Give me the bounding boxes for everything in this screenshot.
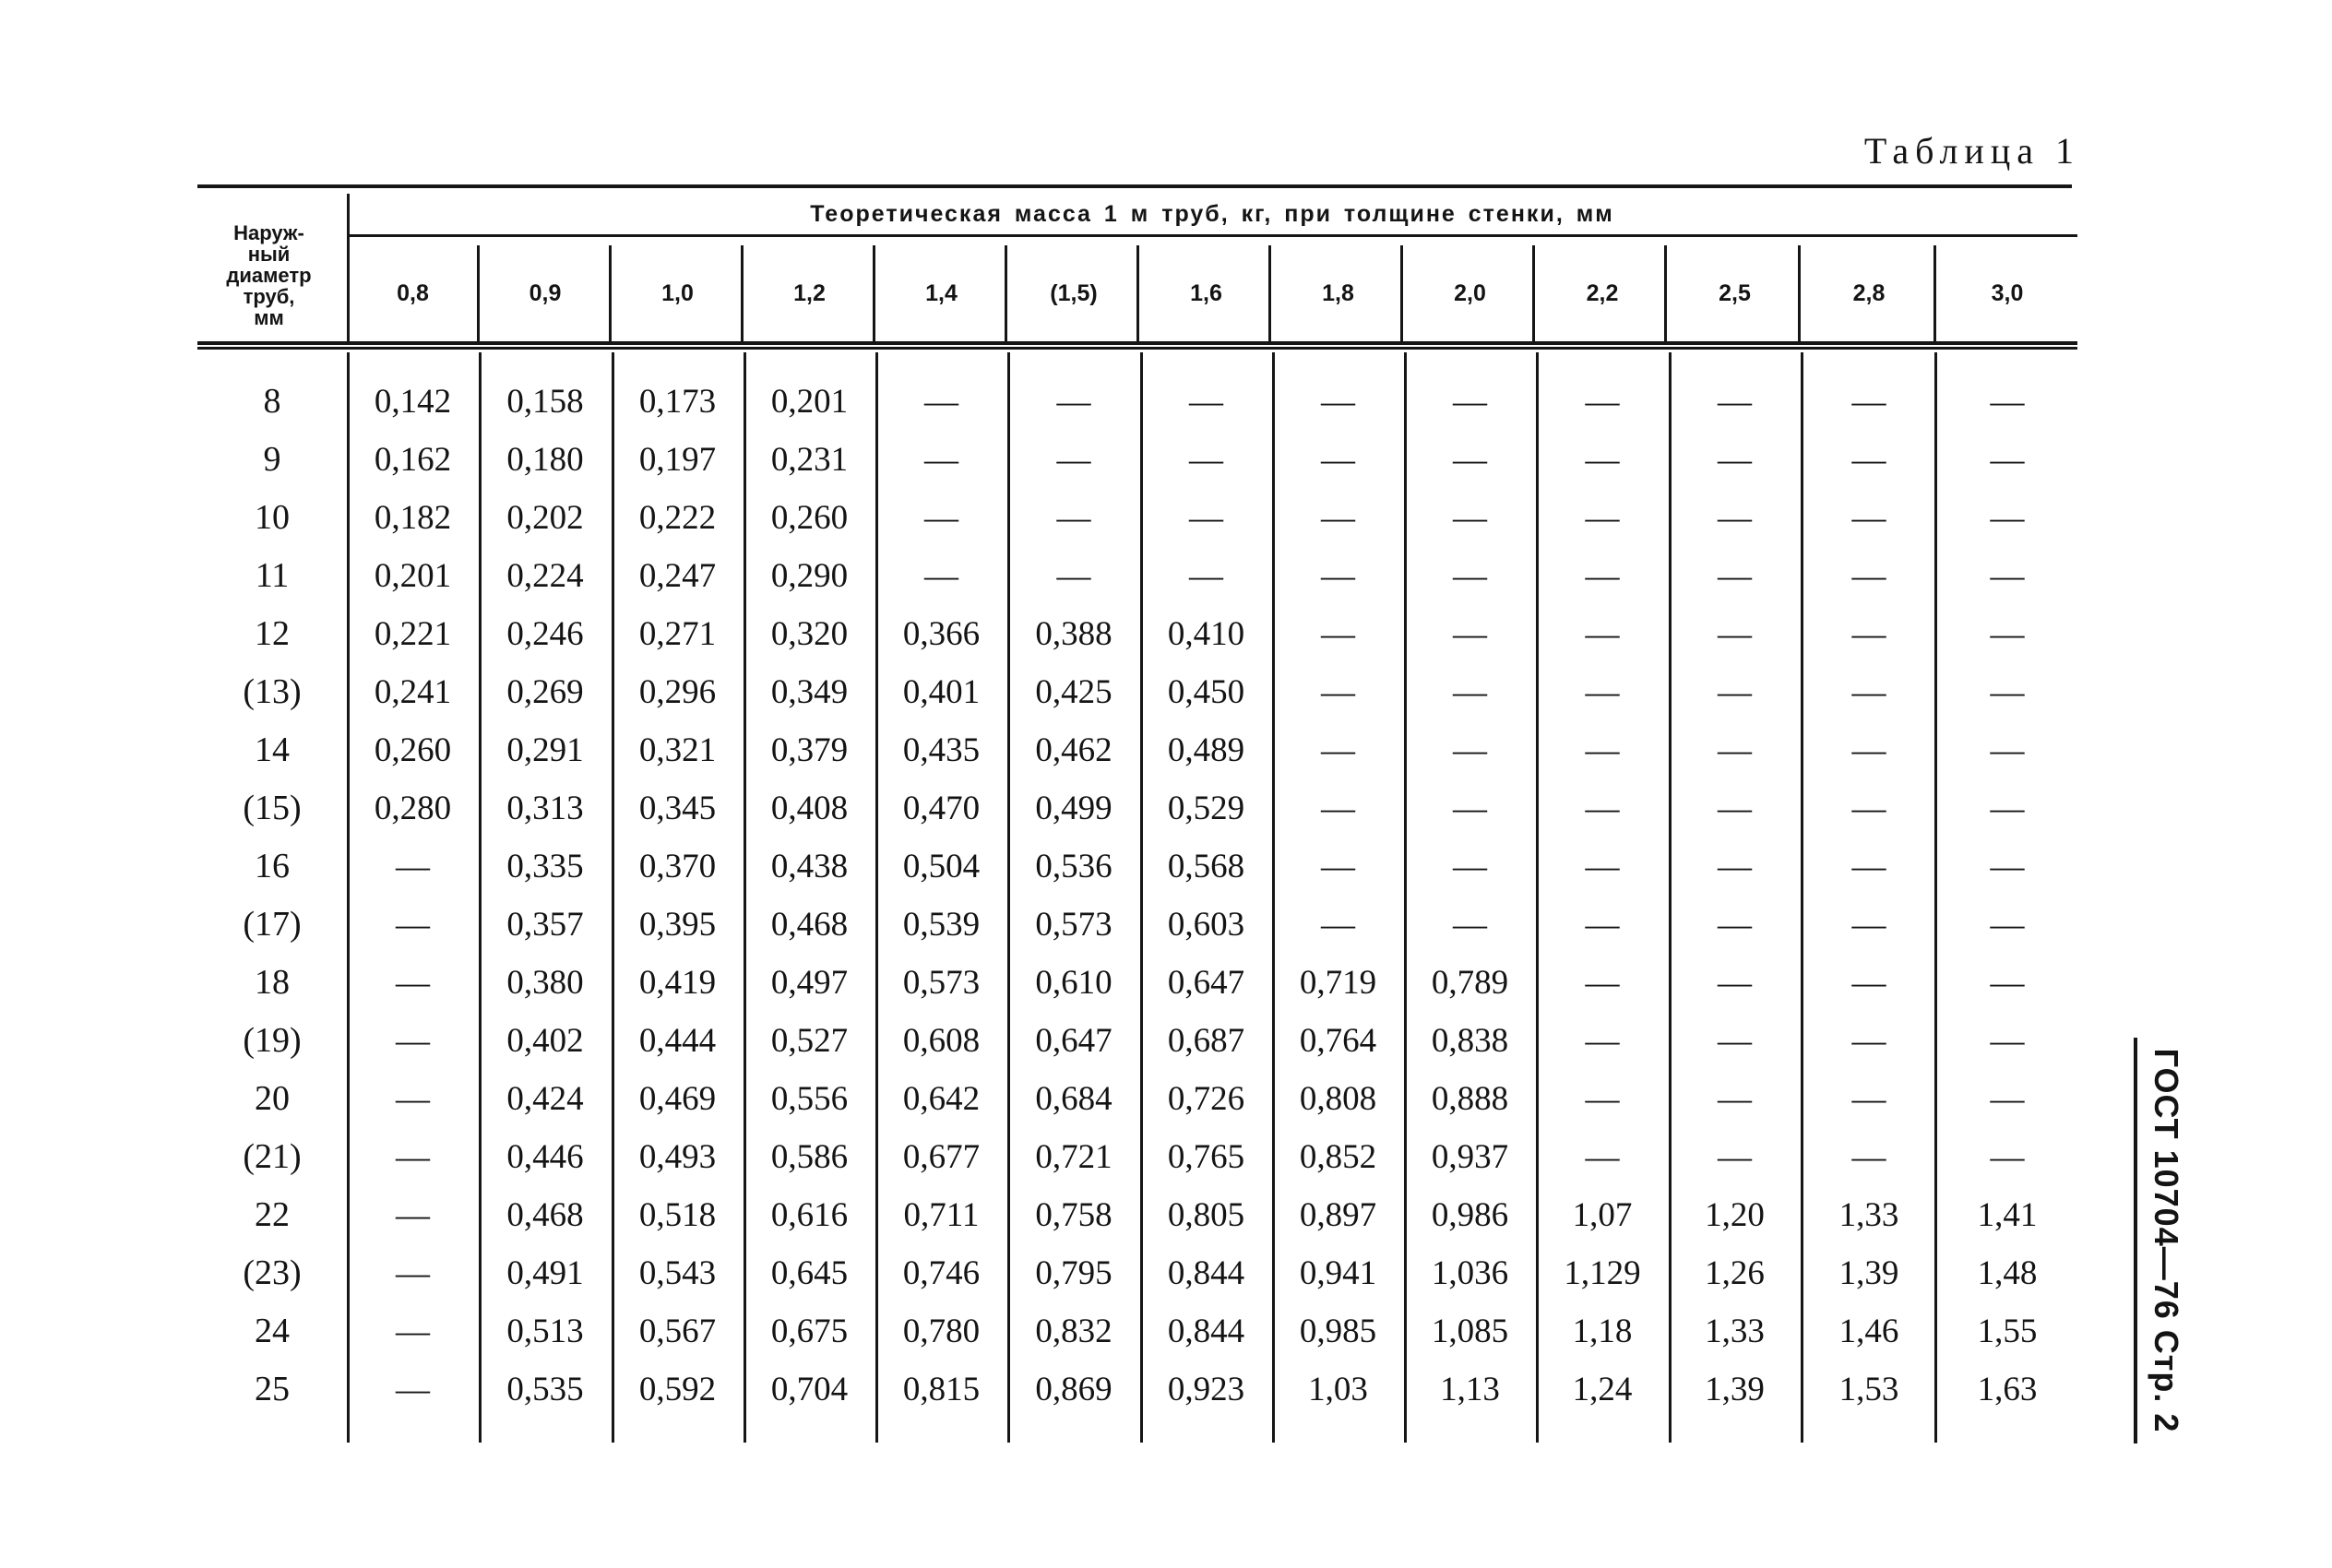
- empty-dash-cell: —: [1718, 905, 1752, 944]
- running-header-text: ГОСТ 10704—76 Стр. 2: [2148, 1048, 2185, 1433]
- empty-dash-cell: —: [1585, 440, 1620, 479]
- mass-value-cell: 0,450: [1167, 672, 1245, 711]
- empty-dash-cell: —: [1990, 1021, 2025, 1060]
- empty-dash-cell: —: [1718, 382, 1752, 421]
- empty-dash-cell: —: [1321, 672, 1355, 711]
- diameter-cell: 12: [255, 614, 290, 653]
- empty-dash-cell: —: [1851, 382, 1886, 421]
- diameter-cell: (21): [243, 1137, 302, 1176]
- mass-value-cell: 0,380: [506, 963, 584, 1002]
- mass-value-cell: 0,535: [506, 1370, 584, 1408]
- empty-dash-cell: —: [1718, 440, 1752, 479]
- mass-value-cell: 0,675: [770, 1312, 849, 1350]
- empty-dash-cell: —: [1851, 905, 1886, 944]
- mass-value-cell: 1,39: [1705, 1370, 1765, 1408]
- empty-dash-cell: —: [396, 1312, 430, 1350]
- mass-value-cell: 0,647: [1167, 963, 1245, 1002]
- mass-value-cell: 0,280: [374, 789, 452, 827]
- diameter-cell: (23): [243, 1253, 302, 1292]
- empty-dash-cell: —: [1851, 731, 1886, 769]
- empty-dash-cell: —: [1990, 963, 2025, 1002]
- empty-dash-cell: —: [1453, 440, 1487, 479]
- empty-dash-cell: —: [1851, 963, 1886, 1002]
- mass-value-cell: 0,941: [1299, 1253, 1377, 1292]
- mass-value-cell: 0,687: [1167, 1021, 1245, 1060]
- empty-dash-cell: —: [1718, 1021, 1752, 1060]
- empty-dash-cell: —: [1585, 1021, 1620, 1060]
- empty-dash-cell: —: [1453, 498, 1487, 537]
- empty-dash-cell: —: [1718, 731, 1752, 769]
- mass-value-cell: 0,469: [638, 1079, 717, 1118]
- mass-value-cell: 0,758: [1035, 1195, 1112, 1234]
- empty-dash-cell: —: [1585, 731, 1620, 769]
- mass-value-cell: 0,573: [902, 963, 981, 1002]
- empty-dash-cell: —: [1585, 382, 1620, 421]
- running-header-rule: [2134, 1038, 2137, 1443]
- mass-value-cell: 0,726: [1167, 1079, 1245, 1118]
- mass-value-cell: 0,438: [770, 847, 849, 885]
- empty-dash-cell: —: [1851, 1079, 1886, 1118]
- super-header: Теоретическая масса 1 м труб, кг, при толщине стенки, мм: [810, 200, 1614, 227]
- mass-value-cell: 0,642: [902, 1079, 981, 1118]
- mass-value-cell: 0,765: [1167, 1137, 1245, 1176]
- mass-value-cell: 0,182: [374, 498, 452, 537]
- mass-value-cell: 0,529: [1167, 789, 1245, 827]
- empty-dash-cell: —: [1851, 556, 1886, 595]
- mass-value-cell: 0,518: [638, 1195, 717, 1234]
- diameter-cell: 14: [255, 731, 290, 769]
- empty-dash-cell: —: [1056, 382, 1091, 421]
- empty-dash-cell: —: [1990, 731, 2025, 769]
- empty-dash-cell: —: [396, 963, 430, 1002]
- empty-dash-cell: —: [1718, 847, 1752, 885]
- mass-value-cell: 1,085: [1431, 1312, 1509, 1350]
- column-header: 2,8: [1852, 279, 1886, 306]
- mass-value-cell: 0,410: [1167, 614, 1245, 653]
- empty-dash-cell: —: [924, 382, 958, 421]
- mass-value-cell: 0,173: [638, 382, 717, 421]
- mass-value-cell: 0,388: [1035, 614, 1112, 653]
- column-header: 3,0: [1991, 279, 2024, 306]
- mass-value-cell: 0,586: [770, 1137, 849, 1176]
- mass-value-cell: 0,527: [770, 1021, 849, 1060]
- mass-value-cell: 0,815: [902, 1370, 981, 1408]
- mass-value-cell: 0,764: [1299, 1021, 1377, 1060]
- mass-value-cell: 0,573: [1035, 905, 1112, 944]
- column-header: (1,5): [1050, 279, 1098, 306]
- mass-value-cell: 0,780: [902, 1312, 981, 1350]
- mass-value-cell: 0,408: [770, 789, 849, 827]
- column-header: 1,8: [1322, 279, 1354, 306]
- empty-dash-cell: —: [1453, 614, 1487, 653]
- empty-dash-cell: —: [1056, 556, 1091, 595]
- empty-dash-cell: —: [924, 498, 958, 537]
- mass-value-cell: 1,20: [1705, 1195, 1765, 1234]
- diameter-cell: 18: [255, 963, 290, 1002]
- diameter-cell: 24: [255, 1312, 290, 1350]
- diameter-cell: (15): [243, 789, 302, 827]
- mass-value-cell: 0,491: [506, 1253, 584, 1292]
- empty-dash-cell: —: [1990, 672, 2025, 711]
- mass-value-cell: 0,556: [770, 1079, 849, 1118]
- mass-value-cell: 0,335: [506, 847, 584, 885]
- empty-dash-cell: —: [1990, 789, 2025, 827]
- diameter-cell: (17): [243, 905, 302, 944]
- empty-dash-cell: —: [1718, 963, 1752, 1002]
- empty-dash-cell: —: [1851, 440, 1886, 479]
- empty-dash-cell: —: [1321, 847, 1355, 885]
- empty-dash-cell: —: [1851, 672, 1886, 711]
- empty-dash-cell: —: [1851, 614, 1886, 653]
- mass-value-cell: 0,291: [506, 731, 584, 769]
- table-label: Таблица 1: [1863, 130, 2080, 172]
- column-header: 0,8: [397, 279, 429, 306]
- empty-dash-cell: —: [1321, 789, 1355, 827]
- empty-dash-cell: —: [1453, 731, 1487, 769]
- empty-dash-cell: —: [1718, 498, 1752, 537]
- mass-value-cell: 1,41: [1977, 1195, 2038, 1234]
- empty-dash-cell: —: [1453, 789, 1487, 827]
- empty-dash-cell: —: [1851, 498, 1886, 537]
- empty-dash-cell: —: [1189, 556, 1223, 595]
- mass-value-cell: 0,677: [902, 1137, 981, 1176]
- empty-dash-cell: —: [1585, 963, 1620, 1002]
- mass-value-cell: 0,647: [1035, 1021, 1112, 1060]
- mass-value-cell: 1,53: [1838, 1370, 1899, 1408]
- mass-value-cell: 1,33: [1838, 1195, 1899, 1234]
- mass-value-cell: 0,345: [638, 789, 717, 827]
- mass-value-cell: 1,63: [1977, 1370, 2038, 1408]
- mass-value-cell: 0,224: [506, 556, 584, 595]
- mass-value-cell: 0,489: [1167, 731, 1245, 769]
- empty-dash-cell: —: [1990, 1079, 2025, 1118]
- mass-value-cell: 0,401: [902, 672, 981, 711]
- mass-value-cell: 1,13: [1440, 1370, 1500, 1408]
- mass-value-cell: 1,55: [1977, 1312, 2038, 1350]
- empty-dash-cell: —: [1851, 847, 1886, 885]
- mass-value-cell: 0,536: [1035, 847, 1112, 885]
- mass-value-cell: 1,33: [1705, 1312, 1765, 1350]
- empty-dash-cell: —: [1321, 731, 1355, 769]
- empty-dash-cell: —: [1585, 789, 1620, 827]
- mass-value-cell: 0,721: [1035, 1137, 1112, 1176]
- mass-value-cell: 1,129: [1564, 1253, 1641, 1292]
- mass-value-cell: 0,684: [1035, 1079, 1112, 1118]
- empty-dash-cell: —: [1990, 440, 2025, 479]
- mass-value-cell: 0,202: [506, 498, 584, 537]
- empty-dash-cell: —: [1453, 382, 1487, 421]
- mass-value-cell: 0,222: [638, 498, 717, 537]
- empty-dash-cell: —: [1585, 498, 1620, 537]
- mass-value-cell: 0,158: [506, 382, 584, 421]
- mass-value-cell: 0,513: [506, 1312, 584, 1350]
- empty-dash-cell: —: [1056, 498, 1091, 537]
- column-header: 0,9: [529, 279, 562, 306]
- mass-value-cell: 1,46: [1838, 1312, 1899, 1350]
- mass-value-cell: 0,789: [1431, 963, 1509, 1002]
- empty-dash-cell: —: [396, 1079, 430, 1118]
- mass-value-cell: 0,246: [506, 614, 584, 653]
- mass-value-cell: 0,493: [638, 1137, 717, 1176]
- mass-value-cell: 1,26: [1705, 1253, 1765, 1292]
- mass-value-cell: 0,444: [638, 1021, 717, 1060]
- empty-dash-cell: —: [1585, 847, 1620, 885]
- empty-dash-cell: —: [1321, 614, 1355, 653]
- empty-dash-cell: —: [396, 1370, 430, 1408]
- mass-value-cell: 0,349: [770, 672, 849, 711]
- mass-value-cell: 0,567: [638, 1312, 717, 1350]
- mass-value-cell: 1,036: [1431, 1253, 1509, 1292]
- mass-value-cell: 0,592: [638, 1370, 717, 1408]
- mass-value-cell: 0,844: [1167, 1312, 1245, 1350]
- empty-dash-cell: —: [396, 1137, 430, 1176]
- diameter-cell: 25: [255, 1370, 290, 1408]
- empty-dash-cell: —: [1718, 1137, 1752, 1176]
- empty-dash-cell: —: [396, 1253, 430, 1292]
- mass-value-cell: 0,320: [770, 614, 849, 653]
- empty-dash-cell: —: [1718, 614, 1752, 653]
- empty-dash-cell: —: [1321, 905, 1355, 944]
- mass-value-cell: 0,645: [770, 1253, 849, 1292]
- mass-value-cell: 0,370: [638, 847, 717, 885]
- empty-dash-cell: —: [1718, 556, 1752, 595]
- mass-value-cell: 0,231: [770, 440, 849, 479]
- empty-dash-cell: —: [1321, 556, 1355, 595]
- mass-value-cell: 0,462: [1035, 731, 1112, 769]
- diameter-cell: 9: [263, 440, 281, 479]
- empty-dash-cell: —: [1718, 789, 1752, 827]
- mass-value-cell: 0,446: [506, 1137, 584, 1176]
- mass-value-cell: 0,419: [638, 963, 717, 1002]
- diameter-cell: (13): [243, 672, 302, 711]
- empty-dash-cell: —: [1990, 382, 2025, 421]
- mass-value-cell: 0,435: [902, 731, 981, 769]
- mass-value-cell: 0,142: [374, 382, 452, 421]
- empty-dash-cell: —: [1851, 789, 1886, 827]
- empty-dash-cell: —: [1585, 672, 1620, 711]
- mass-value-cell: 0,808: [1299, 1079, 1377, 1118]
- mass-value-cell: 1,48: [1977, 1253, 2038, 1292]
- mass-value-cell: 0,832: [1035, 1312, 1112, 1350]
- mass-value-cell: 0,986: [1431, 1195, 1509, 1234]
- empty-dash-cell: —: [1585, 614, 1620, 653]
- mass-value-cell: 0,603: [1167, 905, 1245, 944]
- diameter-cell: (19): [243, 1021, 302, 1060]
- diameter-cell: 22: [255, 1195, 290, 1234]
- mass-value-cell: 0,499: [1035, 789, 1112, 827]
- mass-value-cell: 0,402: [506, 1021, 584, 1060]
- mass-value-cell: 0,497: [770, 963, 849, 1002]
- mass-value-cell: 0,543: [638, 1253, 717, 1292]
- empty-dash-cell: —: [1321, 382, 1355, 421]
- mass-value-cell: 0,395: [638, 905, 717, 944]
- empty-dash-cell: —: [396, 905, 430, 944]
- column-header: 1,0: [661, 279, 694, 306]
- empty-dash-cell: —: [924, 440, 958, 479]
- mass-value-cell: 1,03: [1308, 1370, 1368, 1408]
- mass-value-cell: 0,610: [1035, 963, 1112, 1002]
- empty-dash-cell: —: [1189, 382, 1223, 421]
- empty-dash-cell: —: [396, 1195, 430, 1234]
- mass-value-cell: 0,241: [374, 672, 452, 711]
- mass-value-cell: 0,616: [770, 1195, 849, 1234]
- mass-value-cell: 0,897: [1299, 1195, 1377, 1234]
- mass-value-cell: 0,704: [770, 1370, 849, 1408]
- mass-value-cell: 0,923: [1167, 1370, 1245, 1408]
- empty-dash-cell: —: [396, 1021, 430, 1060]
- header-bottom-rule-double: [197, 347, 2077, 350]
- mass-value-cell: 0,852: [1299, 1137, 1377, 1176]
- column-header: 1,6: [1190, 279, 1222, 306]
- mass-value-cell: 0,260: [374, 731, 452, 769]
- empty-dash-cell: —: [1321, 440, 1355, 479]
- mass-value-cell: 0,162: [374, 440, 452, 479]
- mass-value-cell: 0,746: [902, 1253, 981, 1292]
- mass-value-cell: 0,247: [638, 556, 717, 595]
- empty-dash-cell: —: [1585, 1137, 1620, 1176]
- diameter-cell: 11: [255, 556, 290, 595]
- mass-value-cell: 0,313: [506, 789, 584, 827]
- mass-value-cell: 0,985: [1299, 1312, 1377, 1350]
- empty-dash-cell: —: [1990, 556, 2025, 595]
- empty-dash-cell: —: [1056, 440, 1091, 479]
- empty-dash-cell: —: [1189, 440, 1223, 479]
- empty-dash-cell: —: [1585, 556, 1620, 595]
- empty-dash-cell: —: [1453, 556, 1487, 595]
- empty-dash-cell: —: [1851, 1137, 1886, 1176]
- mass-value-cell: 0,838: [1431, 1021, 1509, 1060]
- empty-dash-cell: —: [1851, 1021, 1886, 1060]
- empty-dash-cell: —: [1585, 905, 1620, 944]
- mass-value-cell: 0,937: [1431, 1137, 1509, 1176]
- mass-value-cell: 0,269: [506, 672, 584, 711]
- mass-value-cell: 0,795: [1035, 1253, 1112, 1292]
- empty-dash-cell: —: [1585, 1079, 1620, 1118]
- empty-dash-cell: —: [1990, 905, 2025, 944]
- mass-value-cell: 0,221: [374, 614, 452, 653]
- mass-value-cell: 0,805: [1167, 1195, 1245, 1234]
- mass-value-cell: 0,888: [1431, 1079, 1509, 1118]
- mass-value-cell: 0,290: [770, 556, 849, 595]
- column-header: 2,2: [1586, 279, 1619, 306]
- mass-value-cell: 1,18: [1572, 1312, 1633, 1350]
- empty-dash-cell: —: [1990, 498, 2025, 537]
- mass-value-cell: 0,201: [770, 382, 849, 421]
- column-header: 1,4: [925, 279, 958, 306]
- mass-value-cell: 0,357: [506, 905, 584, 944]
- diameter-cell: 16: [255, 847, 290, 885]
- diameter-cell: 10: [255, 498, 290, 537]
- mass-value-cell: 0,504: [902, 847, 981, 885]
- mass-value-cell: 0,424: [506, 1079, 584, 1118]
- mass-value-cell: 0,197: [638, 440, 717, 479]
- mass-value-cell: 0,180: [506, 440, 584, 479]
- mass-value-cell: 0,425: [1035, 672, 1112, 711]
- column-header: 2,0: [1454, 279, 1486, 306]
- empty-dash-cell: —: [1990, 614, 2025, 653]
- diameter-cell: 20: [255, 1079, 290, 1118]
- mass-value-cell: 0,470: [902, 789, 981, 827]
- table-top-rule: [197, 184, 2072, 188]
- empty-dash-cell: —: [1990, 847, 2025, 885]
- mass-value-cell: 0,379: [770, 731, 849, 769]
- mass-value-cell: 1,07: [1572, 1195, 1633, 1234]
- mass-value-cell: 0,539: [902, 905, 981, 944]
- mass-value-cell: 0,711: [903, 1195, 980, 1234]
- mass-value-cell: 0,869: [1035, 1370, 1112, 1408]
- super-header-rule: [347, 234, 2077, 237]
- empty-dash-cell: —: [924, 556, 958, 595]
- mass-value-cell: 0,366: [902, 614, 981, 653]
- empty-dash-cell: —: [1453, 672, 1487, 711]
- empty-dash-cell: —: [1189, 498, 1223, 537]
- mass-value-cell: 0,321: [638, 731, 717, 769]
- mass-value-cell: 1,24: [1572, 1370, 1633, 1408]
- mass-value-cell: 0,468: [770, 905, 849, 944]
- empty-dash-cell: —: [1718, 672, 1752, 711]
- mass-value-cell: 1,39: [1838, 1253, 1899, 1292]
- stub-header: Наруж- ный диаметр труб, мм: [226, 220, 312, 329]
- mass-value-cell: 0,271: [638, 614, 717, 653]
- empty-dash-cell: —: [1453, 905, 1487, 944]
- empty-dash-cell: —: [1321, 498, 1355, 537]
- mass-value-cell: 0,201: [374, 556, 452, 595]
- empty-dash-cell: —: [1453, 847, 1487, 885]
- mass-value-cell: 0,844: [1167, 1253, 1245, 1292]
- header-bottom-rule: [197, 341, 2077, 345]
- mass-value-cell: 0,719: [1299, 963, 1377, 1002]
- mass-value-cell: 0,468: [506, 1195, 584, 1234]
- empty-dash-cell: —: [1990, 1137, 2025, 1176]
- empty-dash-cell: —: [396, 847, 430, 885]
- column-header: 2,5: [1719, 279, 1751, 306]
- mass-value-cell: 0,296: [638, 672, 717, 711]
- diameter-cell: 8: [263, 382, 281, 421]
- column-header: 1,2: [793, 279, 826, 306]
- mass-value-cell: 0,568: [1167, 847, 1245, 885]
- mass-value-cell: 0,608: [902, 1021, 981, 1060]
- empty-dash-cell: —: [1718, 1079, 1752, 1118]
- mass-value-cell: 0,260: [770, 498, 849, 537]
